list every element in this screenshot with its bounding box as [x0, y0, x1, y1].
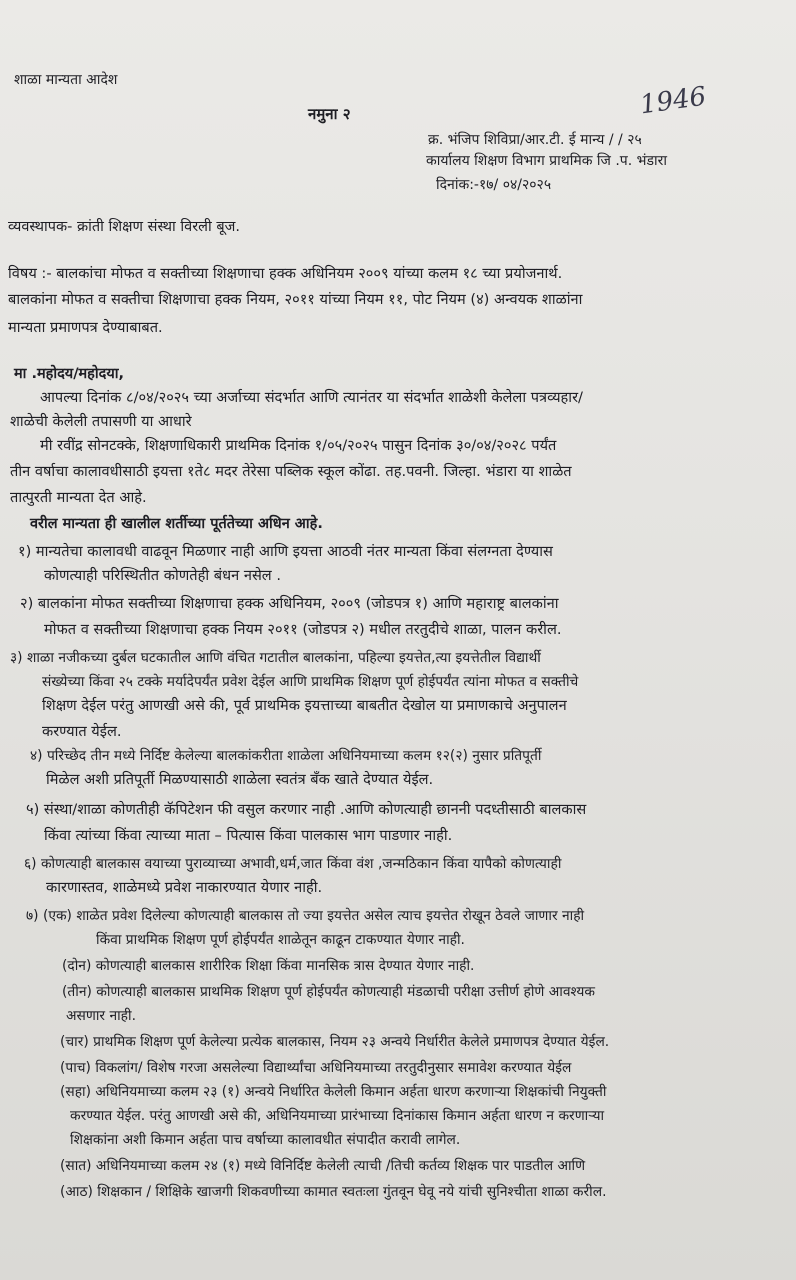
body-line: तीन वर्षाचा कालावधीसाठी इयत्ता १ते८ मदर तेरेसा पब्लिक स्कूल कोंढा. तह.पवनी. जिल्हा. भंडारा या शाळेत	[10, 463, 572, 480]
letter-date: दिनांक:-१७/ ०४/२०२५	[436, 177, 552, 193]
condition-line: ६) कोणत्याही बालकास वयाच्या पुराव्याच्या अभावी,धर्म,जात किंवा वंश ,जन्मठिकान किंवा यापैको कोणत्याही	[24, 856, 562, 872]
body-line: आपल्या दिनांक ८/०४/२०२५ च्या अर्जाच्या संदर्भात आणि त्यानंतर या संदर्भात शाळेशी केलेला पत्रव्यहार/	[40, 389, 583, 406]
addressee: व्यवस्थापक- क्रांती शिक्षण संस्था विरली बूज.	[8, 219, 241, 235]
subject-line: मान्यता प्रमाणपत्र देण्याबाबत.	[8, 319, 163, 336]
office-name: कार्यालय शिक्षण विभाग प्राथमिक जि .प. भंडारा	[426, 153, 667, 169]
condition-line: ५) संस्था/शाळा कोणतीही कॅपिटेशन फी वसुल करणार नाही .आणि कोणत्याही छाननी पदध्तीसाठी बालकास	[26, 801, 587, 818]
condition-line: किंवा त्यांच्या किंवा त्याच्या माता – पित्यास किंवा पालकास भाग पाडणार नाही.	[44, 827, 453, 844]
document-heading: शाळा मान्यता आदेश	[14, 72, 118, 88]
condition-line: शिक्षकांना अशी किमान अर्हता पाच वर्षाच्या कालावधीत संपादीत करावी लागेल.	[70, 1132, 461, 1148]
form-label: नमुना २	[308, 105, 351, 123]
condition-line: असणार नाही.	[66, 1008, 136, 1024]
condition-line: ३) शाळा नजीकच्या दुर्बल घटकातील आणि वंचित गटातील बालकांना, पहिल्या इयत्तेत,त्या इयत्तेतील विद्यार्थी	[10, 650, 541, 666]
condition-line: शिक्षण देईल परंतु आणखी असे की, पूर्व प्राथमिक इयत्ताच्या बाबतीत देखोल या प्रमाणकाचे अनुपालन	[42, 697, 567, 714]
body-line: मी रवींद्र सोनटक्के, शिक्षणाधिकारी प्राथमिक दिनांक १/०५/२०२५ पासुन दिनांक ३०/०४/२०२८ पर्यंत	[40, 437, 557, 454]
conditions-intro: वरील मान्यता ही खालील शर्तीच्या पूर्ततेच्या अधिन आहे.	[30, 516, 323, 532]
condition-line: मिळेल अशी प्रतिपूर्ती मिळण्यासाठी शाळेला स्वतंत्र बँक खाते देण्यात येईल.	[46, 771, 434, 788]
condition-line: (चार) प्राथमिक शिक्षण पूर्ण केलेल्या प्रत्येक बालकास, नियम २३ अन्वये निर्धारीत केलेले प्रमाणपत्र देण्यात येईल.	[60, 1034, 610, 1050]
reference-number: क्र. भंजिप शिविप्रा/आर.टी. ई मान्य / / २५	[428, 132, 642, 148]
condition-line: करण्यात येईल. परंतु आणखी असे की, अधिनियमाच्या प्रारंभाच्या दिनांकास किमान अर्हता धारण न करणाऱ्या	[70, 1108, 605, 1124]
subject-line: बालकांना मोफत व सक्तीचा शिक्षणाचा हक्क नियम, २०११ यांच्या नियम ११, पोट नियम (४) अन्वयक शाळांना	[8, 291, 583, 308]
condition-line: करण्यात येईल.	[42, 723, 122, 740]
subject-line: विषय :- बालकांचा मोफत व सक्तीच्या शिक्षणाचा हक्क अधिनियम २००९ यांच्या कलम १८ च्या प्रयोजनार्थ.	[8, 265, 563, 282]
condition-line: (आठ) शिक्षकान / शिक्षिके खाजगी शिकवणीच्या कामात स्वतःला गुंतवून घेवू नये यांची सुनिश्चीता शाळा करील.	[60, 1184, 607, 1200]
condition-line: (पाच) विकलांग/ विशेष गरजा असलेल्या विद्यार्थ्यांचा अधिनियमाच्या तरतुदीनुसार समावेश करण्यात येईल	[60, 1060, 572, 1076]
body-line: तात्पुरती मान्यता देत आहे.	[10, 489, 147, 506]
condition-line: (सहा) अधिनियमाच्या कलम २३ (१) अन्वये निर्धारित केलेली किमान अर्हता धारण करणाऱ्या शिक्षकांची नियुक्ती	[60, 1084, 607, 1100]
condition-line: कोणत्याही परिस्थितीत कोणतेही बंधन नसेल .	[44, 567, 281, 584]
condition-line: (दोन) कोणत्याही बालकास शारीरिक शिक्षा किंवा मानसिक त्रास देण्यात येणार नाही.	[62, 958, 475, 974]
condition-line: संख्येच्या किंवा २५ टक्के मर्यादेपर्यंत प्रवेश देईल आणि प्राथमिक शिक्षण पूर्ण होईपर्यंत त्यांना मोफत व सक्तीचे	[42, 674, 579, 690]
condition-line: १) मान्यतेचा कालावधी वाढवून मिळणार नाही आणि इयत्ता आठवी नंतर मान्यता किंवा संलग्नता देण्यास	[18, 543, 553, 560]
condition-line: (सात) अधिनियमाच्या कलम २४ (१) मध्ये विनिर्दिष्ट केलेली त्याची /तिची कर्तव्य शिक्षक पार पाडतील आणि	[60, 1158, 586, 1174]
condition-line: ७) (एक) शाळेत प्रवेश दिलेल्या कोणत्याही बालकास तो ज्या इयत्तेत असेल त्याच इयत्तेत रोखून ठेवले जाणार नाही	[26, 908, 585, 924]
condition-line: किंवा प्राथमिक शिक्षण पूर्ण होईपर्यंत शाळेतून काढून टाकण्यात येणार नाही.	[96, 932, 465, 948]
condition-line: मोफत व सक्तीच्या शिक्षणाचा हक्क नियम २०११ (जोडपत्र २) मधील तरतुदीचे शाळा, पालन करील.	[44, 621, 562, 638]
salutation: मा .महोदय/महोदया,	[14, 366, 125, 382]
handwritten-number: 1946	[638, 81, 708, 121]
body-line: शाळेची केलेली तपासणी या आधारे	[10, 413, 192, 430]
condition-line: ४) परिच्छेद तीन मध्ये निर्दिष्ट केलेल्या बालकांकरीता शाळेला अधिनियमाच्या कलम १२(२) नुसार प्रतिपूर्ती	[30, 748, 542, 764]
condition-line: (तीन) कोणत्याही बालकास प्राथमिक शिक्षण पूर्ण होईपर्यंत कोणत्याही मंडळाची परीक्षा उत्तीर्ण होणे आवश्यक	[62, 984, 595, 1000]
condition-line: २) बालकांना मोफत सक्तीच्या शिक्षणाचा हक्क अधिनियम, २००९ (जोडपत्र १) आणि महाराष्ट्र बालकांना	[20, 595, 559, 612]
condition-line: कारणास्तव, शाळेमध्ये प्रवेश नाकारण्यात येणार नाही.	[46, 879, 323, 896]
